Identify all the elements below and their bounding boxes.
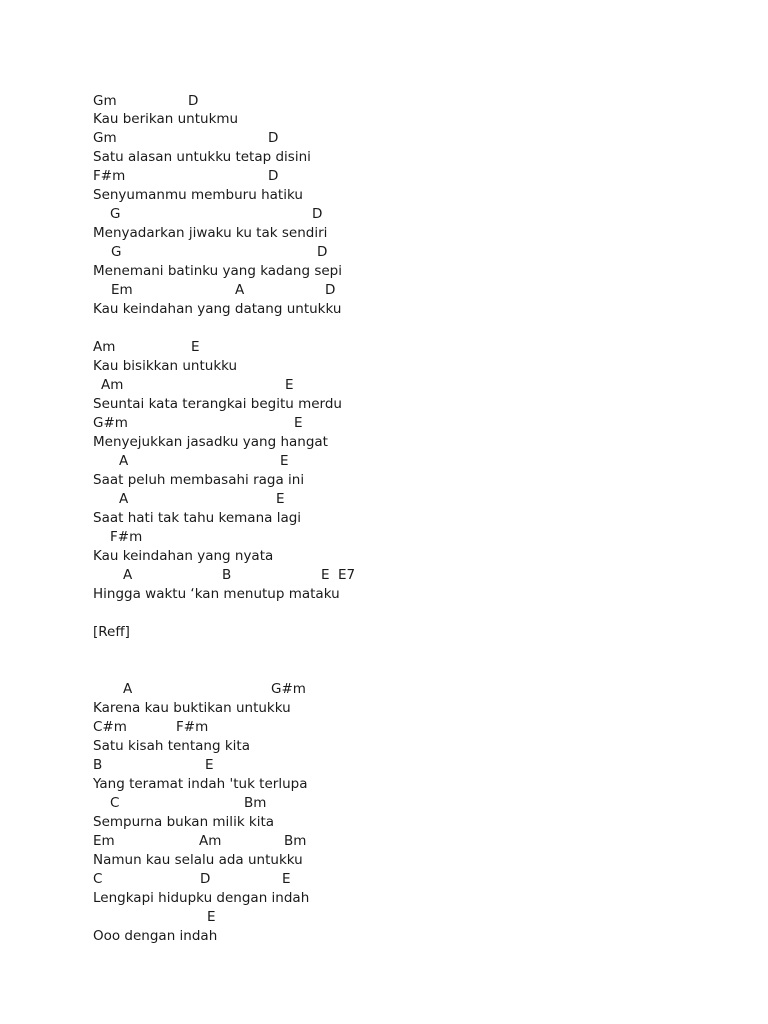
chord-line (0, 282, 768, 298)
chord-symbol: F#m (110, 529, 143, 545)
chord-symbol: E (282, 871, 291, 887)
chord-symbol: E (321, 567, 330, 583)
chord-line (0, 719, 768, 735)
lyric-line: Lengkapi hidupku dengan indah (93, 890, 310, 906)
chord-symbol: E (285, 377, 294, 393)
lyric-line: Hingga waktu ‘kan menutup mataku (93, 586, 340, 602)
chord-symbol: G#m (271, 681, 306, 697)
chord-symbol: D (317, 244, 328, 260)
chord-line (0, 529, 768, 545)
chord-line (0, 833, 768, 849)
chord-symbol: C#m (93, 719, 127, 735)
chord-symbol: C (110, 795, 120, 811)
lyric-line: Kau bisikkan untukku (93, 358, 238, 374)
chord-symbol: E (205, 757, 214, 773)
chord-symbol: Em (93, 833, 115, 849)
chord-line (0, 567, 768, 583)
lyric-line: Yang teramat indah 'tuk terlupa (93, 776, 308, 792)
lyric-line: Satu alasan untukku tetap disini (93, 149, 311, 165)
chord-line (0, 377, 768, 393)
chord-symbol: D (188, 93, 199, 109)
chord-line (0, 453, 768, 469)
chord-line (0, 871, 768, 887)
chord-symbol: E (276, 491, 285, 507)
chord-symbol: Bm (284, 833, 307, 849)
chord-line (0, 93, 768, 109)
chord-symbol: B (93, 757, 103, 773)
chord-symbol: Gm (93, 130, 117, 146)
lyric-line: Ooo dengan indah (93, 928, 218, 944)
lyric-line: Menyadarkan jiwaku ku tak sendiri (93, 225, 328, 241)
chord-symbol: A (235, 282, 245, 298)
chord-symbol: C (93, 871, 103, 887)
lyric-line: Namun kau selalu ada untukku (93, 852, 303, 868)
lyric-line: Senyumanmu memburu hatiku (93, 187, 303, 203)
chord-symbol: Bm (244, 795, 267, 811)
lyric-line: Seuntai kata terangkai begitu merdu (93, 396, 342, 412)
chord-symbol: B (222, 567, 232, 583)
chord-line (0, 757, 768, 773)
chord-symbol: A (119, 491, 129, 507)
chord-symbol: A (123, 567, 133, 583)
chord-symbol: A (119, 453, 129, 469)
lyric-line: Kau berikan untukmu (93, 111, 239, 127)
chord-line (0, 339, 768, 355)
chord-symbol: D (268, 130, 279, 146)
chord-symbol: E7 (338, 567, 356, 583)
chord-symbol: D (325, 282, 336, 298)
chord-symbol: E (207, 909, 216, 925)
chord-line (0, 909, 768, 925)
lyric-line: Menemani batinku yang kadang sepi (93, 263, 342, 279)
lyric-line: Menyejukkan jasadku yang hangat (93, 434, 328, 450)
lyric-line: Sempurna bukan milik kita (93, 814, 275, 830)
section-label: [Reff] (93, 624, 130, 640)
chord-line (0, 168, 768, 184)
chord-line (0, 795, 768, 811)
lyric-line: Satu kisah tentang kita (93, 738, 250, 754)
chord-symbol: Am (199, 833, 222, 849)
chord-symbol: D (312, 206, 323, 222)
chord-symbol: Em (111, 282, 133, 298)
chord-symbol: Am (93, 339, 116, 355)
chord-line (0, 415, 768, 431)
chord-line (0, 244, 768, 260)
chord-symbol: D (268, 168, 279, 184)
chord-symbol: E (280, 453, 289, 469)
chord-symbol: E (191, 339, 200, 355)
chord-symbol: Am (101, 377, 124, 393)
chord-line (0, 206, 768, 222)
chord-line (0, 130, 768, 146)
lyric-line: Saat peluh membasahi raga ini (93, 472, 305, 488)
lyric-line: Karena kau buktikan untukku (93, 700, 291, 716)
chord-line (0, 681, 768, 697)
chord-symbol: G (111, 244, 122, 260)
lyric-line: Kau keindahan yang nyata (93, 548, 274, 564)
chord-line (0, 491, 768, 507)
lyric-line: Saat hati tak tahu kemana lagi (93, 510, 302, 526)
chord-symbol: E (294, 415, 303, 431)
chord-symbol: A (123, 681, 133, 697)
chord-symbol: Gm (93, 93, 117, 109)
lyric-line: Kau keindahan yang datang untukku (93, 301, 342, 317)
chord-symbol: F#m (93, 168, 126, 184)
chord-symbol: D (200, 871, 211, 887)
chord-symbol: G (110, 206, 121, 222)
chord-symbol: G#m (93, 415, 128, 431)
chord-symbol: F#m (176, 719, 209, 735)
